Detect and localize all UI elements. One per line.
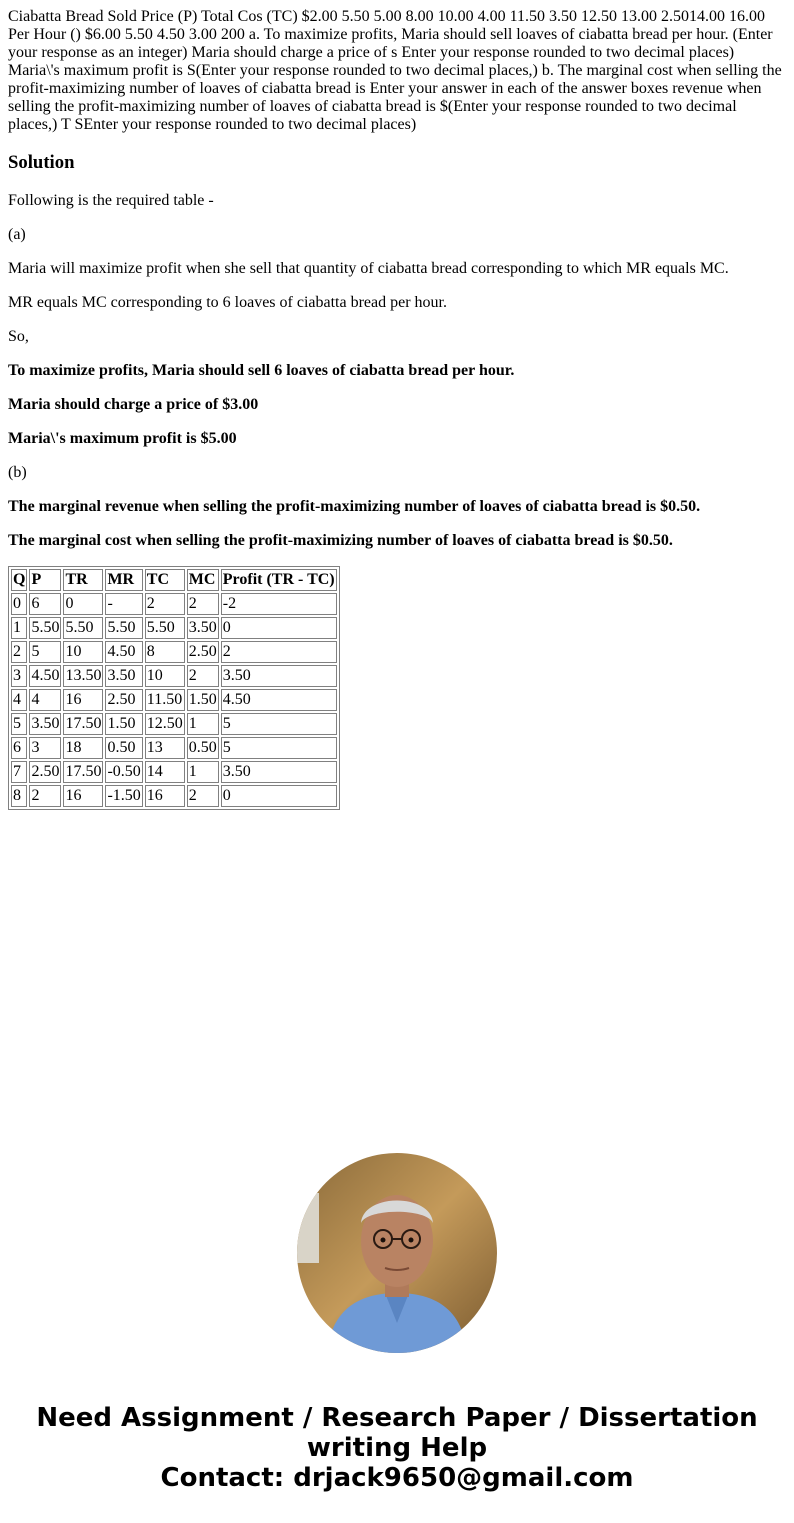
table-header-cell: TR xyxy=(63,569,103,591)
solution-table xyxy=(8,566,340,810)
table-cell: 3.50 xyxy=(29,713,61,735)
table-cell: 16 xyxy=(145,785,185,807)
table-cell: 18 xyxy=(63,737,103,759)
table-cell: 1 xyxy=(11,617,27,639)
solution-heading: Solution xyxy=(8,152,75,173)
table-cell: 2 xyxy=(29,785,61,807)
table-header-cell: TC xyxy=(145,569,185,591)
table-cell: 2 xyxy=(187,665,219,687)
table-cell: 4.50 xyxy=(29,665,61,687)
table-cell: 5.50 xyxy=(105,617,142,639)
table-cell: 2 xyxy=(145,593,185,615)
table-cell: -2 xyxy=(221,593,337,615)
table-cell: 2.50 xyxy=(29,761,61,783)
part-b-label: (b) xyxy=(8,464,27,481)
table-cell: 13.50 xyxy=(63,665,103,687)
table-cell: 5 xyxy=(221,713,337,735)
table-cell: 12.50 xyxy=(145,713,185,735)
table-cell: 3 xyxy=(11,665,27,687)
table-cell: 0 xyxy=(221,617,337,639)
table-cell: 3.50 xyxy=(187,617,219,639)
table-cell: 5 xyxy=(11,713,27,735)
table-cell: 0 xyxy=(11,593,27,615)
table-row xyxy=(11,761,337,783)
table-row xyxy=(11,713,337,735)
table-row xyxy=(11,641,337,663)
table-header-row xyxy=(11,569,337,591)
table-cell: 0.50 xyxy=(105,737,142,759)
mr-mc-quantity: MR equals MC corresponding to 6 loaves of ciabatta bread per hour. xyxy=(8,294,447,311)
table-cell: 8 xyxy=(11,785,27,807)
table-cell: 1.50 xyxy=(105,713,142,735)
table-cell: 8 xyxy=(145,641,185,663)
table-row xyxy=(11,689,337,711)
table-cell: 3 xyxy=(29,737,61,759)
table-cell: 17.50 xyxy=(63,713,103,735)
table-cell: -0.50 xyxy=(105,761,142,783)
answer-price: Maria should charge a price of $3.00 xyxy=(8,396,259,413)
so-paragraph: So, xyxy=(8,328,29,345)
table-header-cell: Q xyxy=(11,569,27,591)
footer-contact: Contact: drjack9650@gmail.com xyxy=(160,1463,634,1493)
footer-line-1: Need Assignment / Research Paper / Dissertation xyxy=(36,1403,758,1433)
table-cell: 1.50 xyxy=(187,689,219,711)
table-row xyxy=(11,617,337,639)
table-cell: 11.50 xyxy=(145,689,185,711)
table-cell: 4 xyxy=(11,689,27,711)
table-cell: 5.50 xyxy=(63,617,103,639)
table-cell: 5.50 xyxy=(29,617,61,639)
table-cell: 4.50 xyxy=(221,689,337,711)
answer-quantity: To maximize profits, Maria should sell 6 loaves of ciabatta bread per hour. xyxy=(8,362,515,379)
table-cell: 16 xyxy=(63,689,103,711)
table-cell: 0 xyxy=(63,593,103,615)
table-header-cell: MR xyxy=(105,569,142,591)
table-cell: 14 xyxy=(145,761,185,783)
table-cell: 13 xyxy=(145,737,185,759)
table-cell: 2 xyxy=(187,785,219,807)
part-a-label: (a) xyxy=(8,226,26,243)
table-cell: 1 xyxy=(187,713,219,735)
table-cell: 5.50 xyxy=(145,617,185,639)
table-cell: 0 xyxy=(221,785,337,807)
answer-profit: Maria\'s maximum profit is $5.00 xyxy=(8,430,237,447)
table-cell: 3.50 xyxy=(221,761,337,783)
table-cell: 4.50 xyxy=(105,641,142,663)
table-cell: 16 xyxy=(63,785,103,807)
table-cell: - xyxy=(105,593,142,615)
table-cell: 3.50 xyxy=(221,665,337,687)
footer-banner xyxy=(0,1403,794,1493)
table-cell: -1.50 xyxy=(105,785,142,807)
table-cell: 17.50 xyxy=(63,761,103,783)
author-avatar xyxy=(297,1153,497,1353)
table-cell: 6 xyxy=(11,737,27,759)
table-cell: 1 xyxy=(187,761,219,783)
table-cell: 2 xyxy=(221,641,337,663)
table-row xyxy=(11,785,337,807)
table-cell: 10 xyxy=(63,641,103,663)
table-cell: 10 xyxy=(145,665,185,687)
footer-line-2: writing Help xyxy=(306,1433,488,1463)
intro-paragraph: Following is the required table - xyxy=(8,192,214,209)
table-header-cell: Profit (TR - TC) xyxy=(221,569,337,591)
table-cell: 6 xyxy=(29,593,61,615)
table-header-cell: P xyxy=(29,569,61,591)
table-row xyxy=(11,665,337,687)
table-cell: 5 xyxy=(221,737,337,759)
author-portrait xyxy=(297,1153,497,1353)
table-cell: 2 xyxy=(11,641,27,663)
document-content xyxy=(8,8,786,810)
question-text: Ciabatta Bread Sold Price (P) Total Cos (TC) $2.00 5.50 5.00 8.00 10.00 4.00 11.50 3.50 12.50 13.00 2.5014.00 16.00 Per Hour () $6.00 5.50 4.50 3.00 200 a. To maximize profits, Maria should sell loaves of ciabatta bread per hour. (Enter your response as an integer) Maria should charge a price of s Enter your response rounded to two decimal places) Maria\'s maximum profit is S(Enter your response rounded to two decimal places,) b. The marginal cost when selling the profit-maximizing number of loaves of ciabatta bread is Enter your answer in each of the answer boxes revenue when selling the profit-maximizing number of loaves of ciabatta bread is $(Enter your response rounded to two decimal places,) T SEnter your response rounded to two decimal places) xyxy=(8,8,782,133)
table-row xyxy=(11,593,337,615)
table-cell: 2.50 xyxy=(187,641,219,663)
table-cell: 2 xyxy=(187,593,219,615)
table-cell: 3.50 xyxy=(105,665,142,687)
table-cell: 7 xyxy=(11,761,27,783)
table-cell: 4 xyxy=(29,689,61,711)
mr-mc-explanation: Maria will maximize profit when she sell that quantity of ciabatta bread corresponding to which MR equals MC. xyxy=(8,260,729,277)
table-row xyxy=(11,737,337,759)
answer-marginal-revenue: The marginal revenue when selling the profit-maximizing number of loaves of ciabatta bread is $0.50. xyxy=(8,498,701,515)
table-cell: 0.50 xyxy=(187,737,219,759)
table-cell: 2.50 xyxy=(105,689,142,711)
answer-marginal-cost: The marginal cost when selling the profit-maximizing number of loaves of ciabatta bread is $0.50. xyxy=(8,532,673,549)
table-cell: 5 xyxy=(29,641,61,663)
table-header-cell: MC xyxy=(187,569,219,591)
